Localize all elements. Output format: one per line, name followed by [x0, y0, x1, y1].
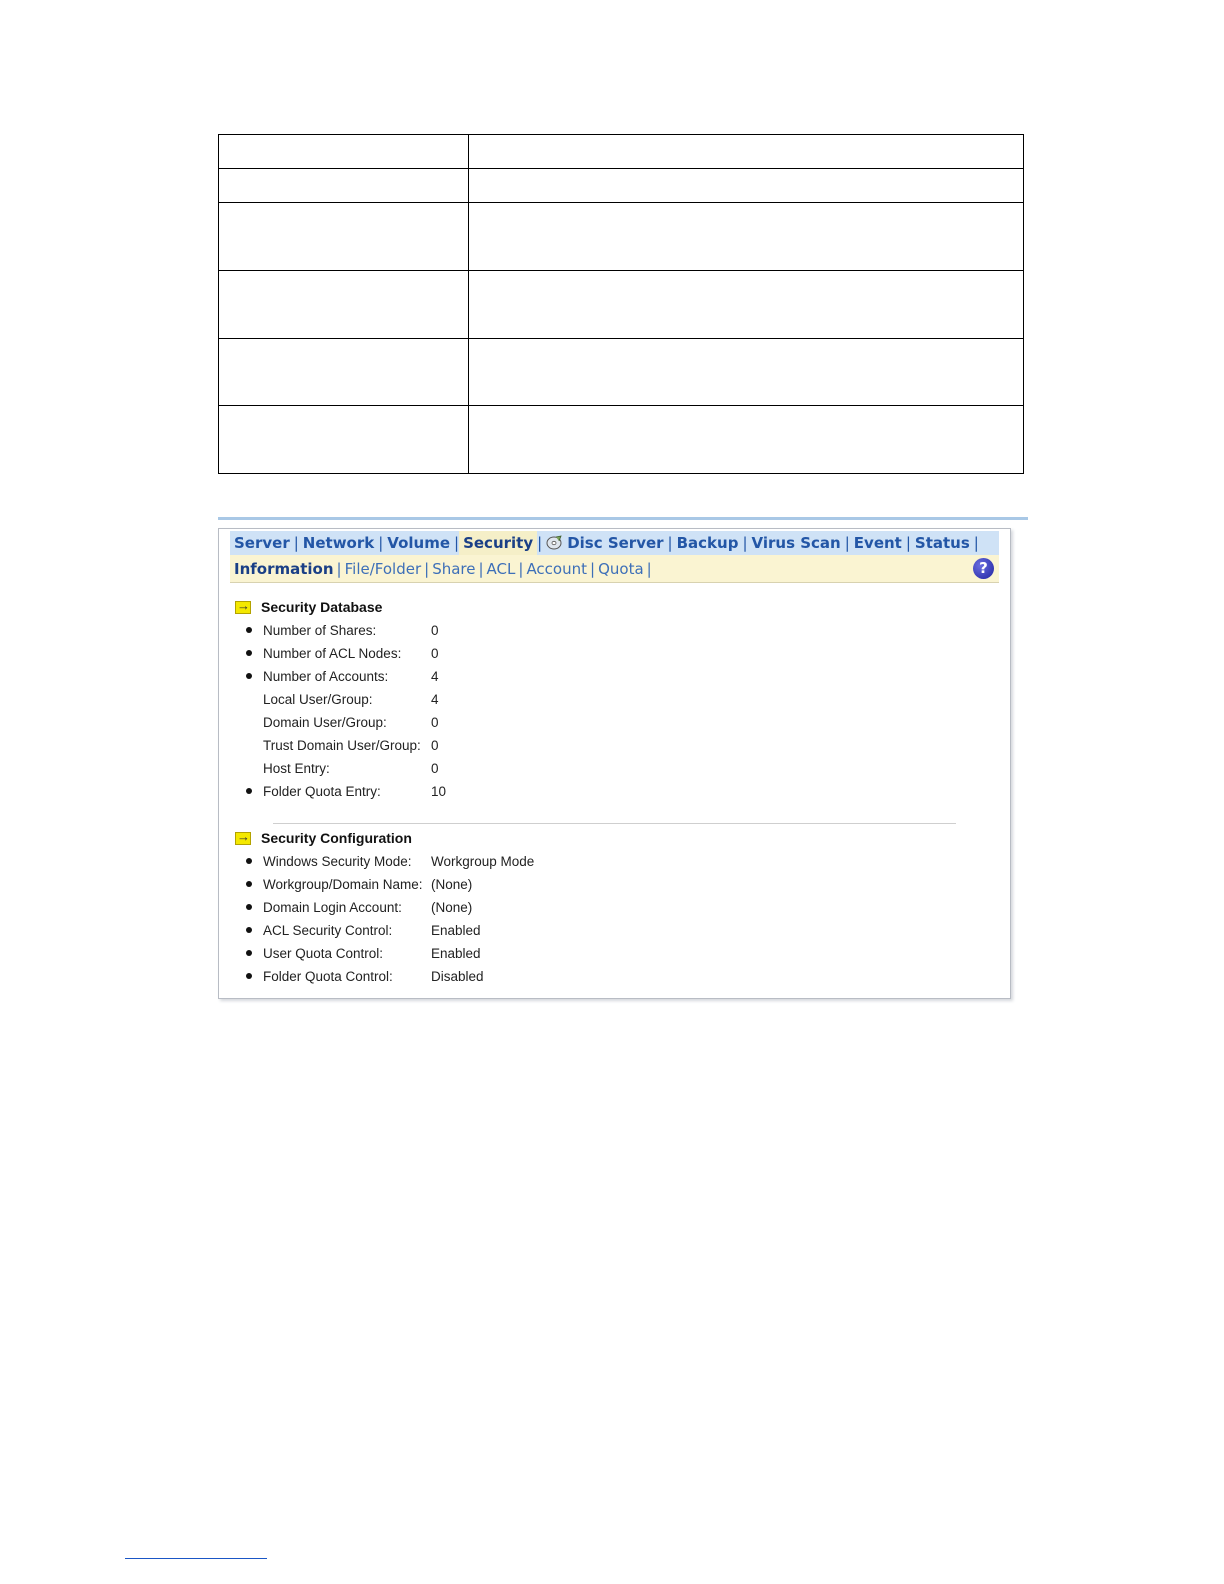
list-item — [263, 735, 439, 755]
item-label: ACL Security Control: — [263, 922, 393, 938]
item-value: 0 — [431, 714, 439, 730]
item-label: Number of ACL Nodes: — [263, 645, 402, 661]
tab-server[interactable]: Server — [234, 534, 290, 552]
bullet-icon — [246, 673, 252, 679]
item-label: Folder Quota Entry: — [263, 783, 381, 799]
table-cell — [469, 271, 1024, 339]
list-item — [263, 920, 481, 940]
table-cell — [469, 135, 1024, 169]
security-information-screenshot — [218, 517, 1028, 1006]
footnote-separator — [125, 1558, 267, 1559]
list-item — [263, 874, 472, 894]
section-title: Security Configuration — [261, 830, 412, 846]
item-value: (None) — [431, 876, 473, 892]
tab-separator: | — [667, 534, 673, 552]
tab-separator: | — [973, 534, 979, 552]
subtab-separator: | — [336, 559, 342, 578]
item-label: User Quota Control: — [263, 945, 384, 961]
bullet-icon — [246, 788, 252, 794]
item-value: 4 — [431, 691, 439, 707]
item-label: Windows Security Mode: — [263, 853, 412, 869]
list-item — [263, 666, 439, 686]
tab-volume[interactable]: Volume — [387, 534, 451, 552]
tab-backup[interactable]: Backup — [676, 534, 739, 552]
item-label: Domain Login Account: — [263, 899, 402, 915]
arrow-icon — [235, 832, 251, 845]
item-label: Domain User/Group: — [263, 714, 387, 730]
sub-tab-bar — [230, 555, 999, 583]
tab-status[interactable]: Status — [914, 534, 970, 552]
table-cell — [219, 406, 469, 474]
list-item — [263, 781, 446, 801]
item-label: Number of Accounts: — [263, 668, 389, 684]
item-label: Local User/Group: — [263, 691, 373, 707]
subtab-information[interactable]: Information — [234, 559, 334, 578]
bullet-icon — [246, 904, 252, 910]
table-cell — [469, 203, 1024, 271]
table-cell — [219, 271, 469, 339]
main-tab-bar — [230, 531, 999, 555]
tab-separator: | — [742, 534, 748, 552]
tab-event[interactable]: Event — [853, 534, 902, 552]
security-configuration-heading — [235, 829, 412, 847]
tab-virus-scan[interactable]: Virus Scan — [751, 534, 841, 552]
subtab-quota[interactable]: Quota — [598, 559, 644, 578]
help-icon[interactable]: ? — [973, 558, 994, 579]
subtab-separator: | — [424, 559, 430, 578]
tab-separator: | — [537, 534, 543, 552]
tab-network[interactable]: Network — [302, 534, 375, 552]
security-database-heading — [235, 598, 382, 616]
tab-separator: | — [844, 534, 850, 552]
list-item — [263, 758, 439, 778]
tab-disc-server-label: Disc Server — [567, 534, 664, 552]
table-cell — [219, 339, 469, 406]
table-cell — [219, 203, 469, 271]
item-value: 10 — [431, 783, 447, 799]
item-label: Workgroup/Domain Name: — [263, 876, 423, 892]
table-cell — [469, 339, 1024, 406]
item-value: Enabled — [431, 922, 481, 938]
document-table — [218, 134, 1024, 474]
disc-server-icon — [546, 535, 563, 550]
subtab-separator: | — [478, 559, 484, 578]
bullet-icon — [246, 973, 252, 979]
table-cell — [469, 406, 1024, 474]
item-label: Trust Domain User/Group: — [263, 737, 421, 753]
table-cell — [219, 135, 469, 169]
list-item — [263, 620, 439, 640]
subtab-separator: | — [590, 559, 596, 578]
tab-separator: | — [905, 534, 911, 552]
item-value: (None) — [431, 899, 473, 915]
subtab-acl[interactable]: ACL — [486, 559, 516, 578]
item-label: Number of Shares: — [263, 622, 377, 638]
section-title: Security Database — [261, 599, 383, 615]
bullet-icon — [246, 927, 252, 933]
bullet-icon — [246, 950, 252, 956]
list-item — [263, 943, 481, 963]
bullet-icon — [246, 858, 252, 864]
item-value: 0 — [431, 622, 439, 638]
bullet-icon — [246, 881, 252, 887]
item-value: Disabled — [431, 968, 484, 984]
content-frame — [218, 528, 1011, 999]
item-value: Enabled — [431, 945, 481, 961]
tab-separator: | — [454, 534, 460, 552]
tab-disc-server[interactable] — [542, 534, 667, 552]
tab-separator: | — [378, 534, 384, 552]
list-item — [263, 897, 472, 917]
subtab-separator: | — [518, 559, 524, 578]
item-label: Folder Quota Control: — [263, 968, 393, 984]
item-value: 0 — [431, 760, 439, 776]
list-item — [263, 712, 439, 732]
item-value: 0 — [431, 737, 439, 753]
subtab-file-folder[interactable]: File/Folder — [344, 559, 422, 578]
subtab-separator: | — [646, 559, 652, 578]
tab-separator: | — [293, 534, 299, 552]
list-item — [263, 851, 534, 871]
item-value: 0 — [431, 645, 439, 661]
bullet-icon — [246, 627, 252, 633]
section-divider — [273, 823, 956, 824]
list-item — [263, 966, 484, 986]
subtab-account[interactable]: Account — [526, 559, 588, 578]
table-cell — [469, 169, 1024, 203]
tab-security[interactable]: Security — [459, 531, 537, 555]
arrow-icon — [235, 601, 251, 614]
subtab-share[interactable]: Share — [432, 559, 476, 578]
table-cell — [219, 169, 469, 203]
item-label: Host Entry: — [263, 760, 330, 776]
item-value: Workgroup Mode — [431, 853, 535, 869]
item-value: 4 — [431, 668, 439, 684]
list-item — [263, 689, 439, 709]
list-item — [263, 643, 439, 663]
bullet-icon — [246, 650, 252, 656]
